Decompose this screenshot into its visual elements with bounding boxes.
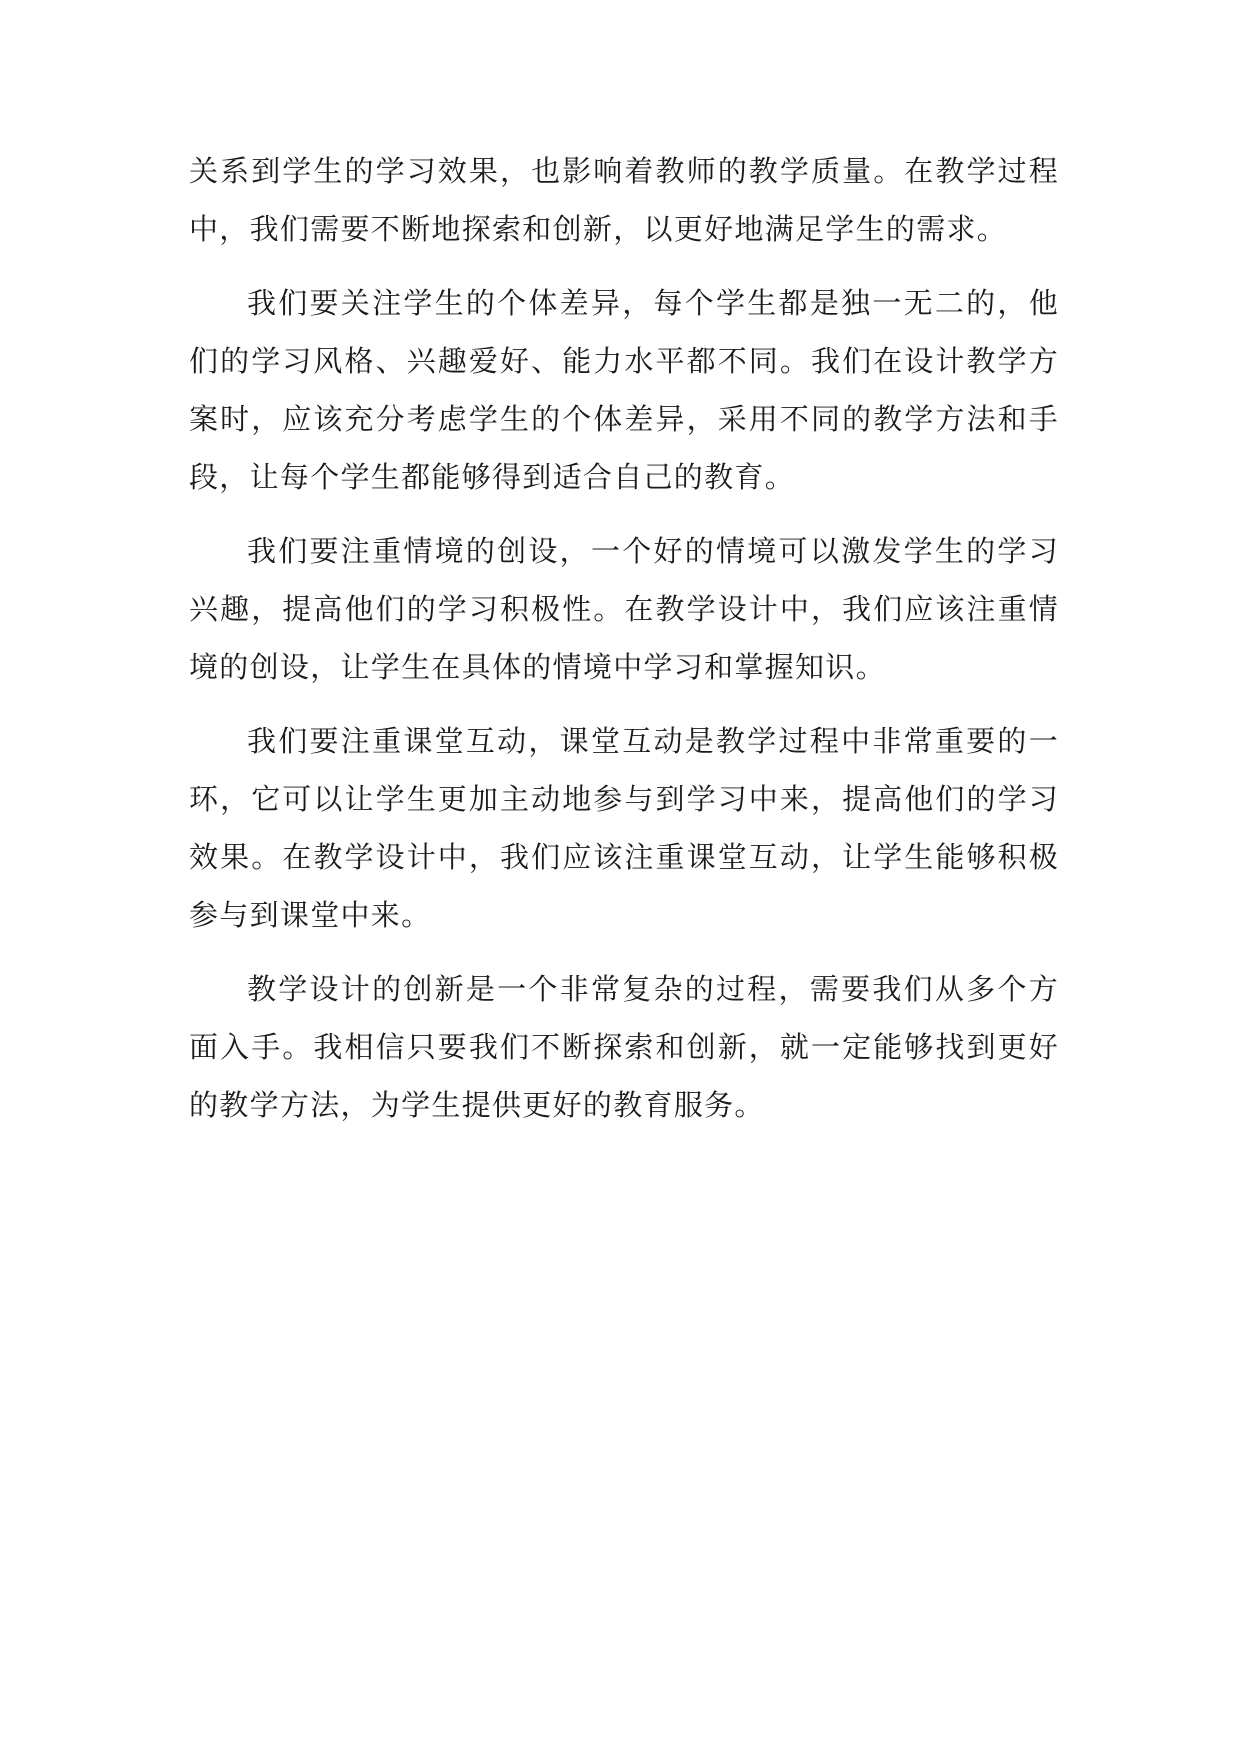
paragraph-conclusion: 教学设计的创新是一个非常复杂的过程，需要我们从多个方面入手。我相信只要我们不断探索和创新，就一定能够找到更好的教学方法，为学生提供更好的教育服务。: [189, 972, 1059, 1122]
paragraph-classroom-interaction: 我们要注重课堂互动，课堂互动是教学过程中非常重要的一环，它可以让学生更加主动地参与到学习中来，提高他们的学习效果。在教学设计中，我们应该注重课堂互动，让学生能够积极参与到课堂中来。: [189, 724, 1059, 932]
paragraph-individual-differences: 我们要关注学生的个体差异，每个学生都是独一无二的，他们的学习风格、兴趣爱好、能力水平都不同。我们在设计教学方案时，应该充分考虑学生的个体差异，采用不同的教学方法和手段，让每个学生都能够得到适合自己的教育。: [189, 286, 1059, 494]
paragraph-situation-creation: 我们要注重情境的创设，一个好的情境可以激发学生的学习兴趣，提高他们的学习积极性。在教学设计中，我们应该注重情境的创设，让学生在具体的情境中学习和掌握知识。: [189, 534, 1059, 684]
document-body: [189, 142, 1059, 1150]
paragraph-continued: 关系到学生的学习效果，也影响着教师的教学质量。在教学过程中，我们需要不断地探索和创新，以更好地满足学生的需求。: [189, 154, 1059, 246]
